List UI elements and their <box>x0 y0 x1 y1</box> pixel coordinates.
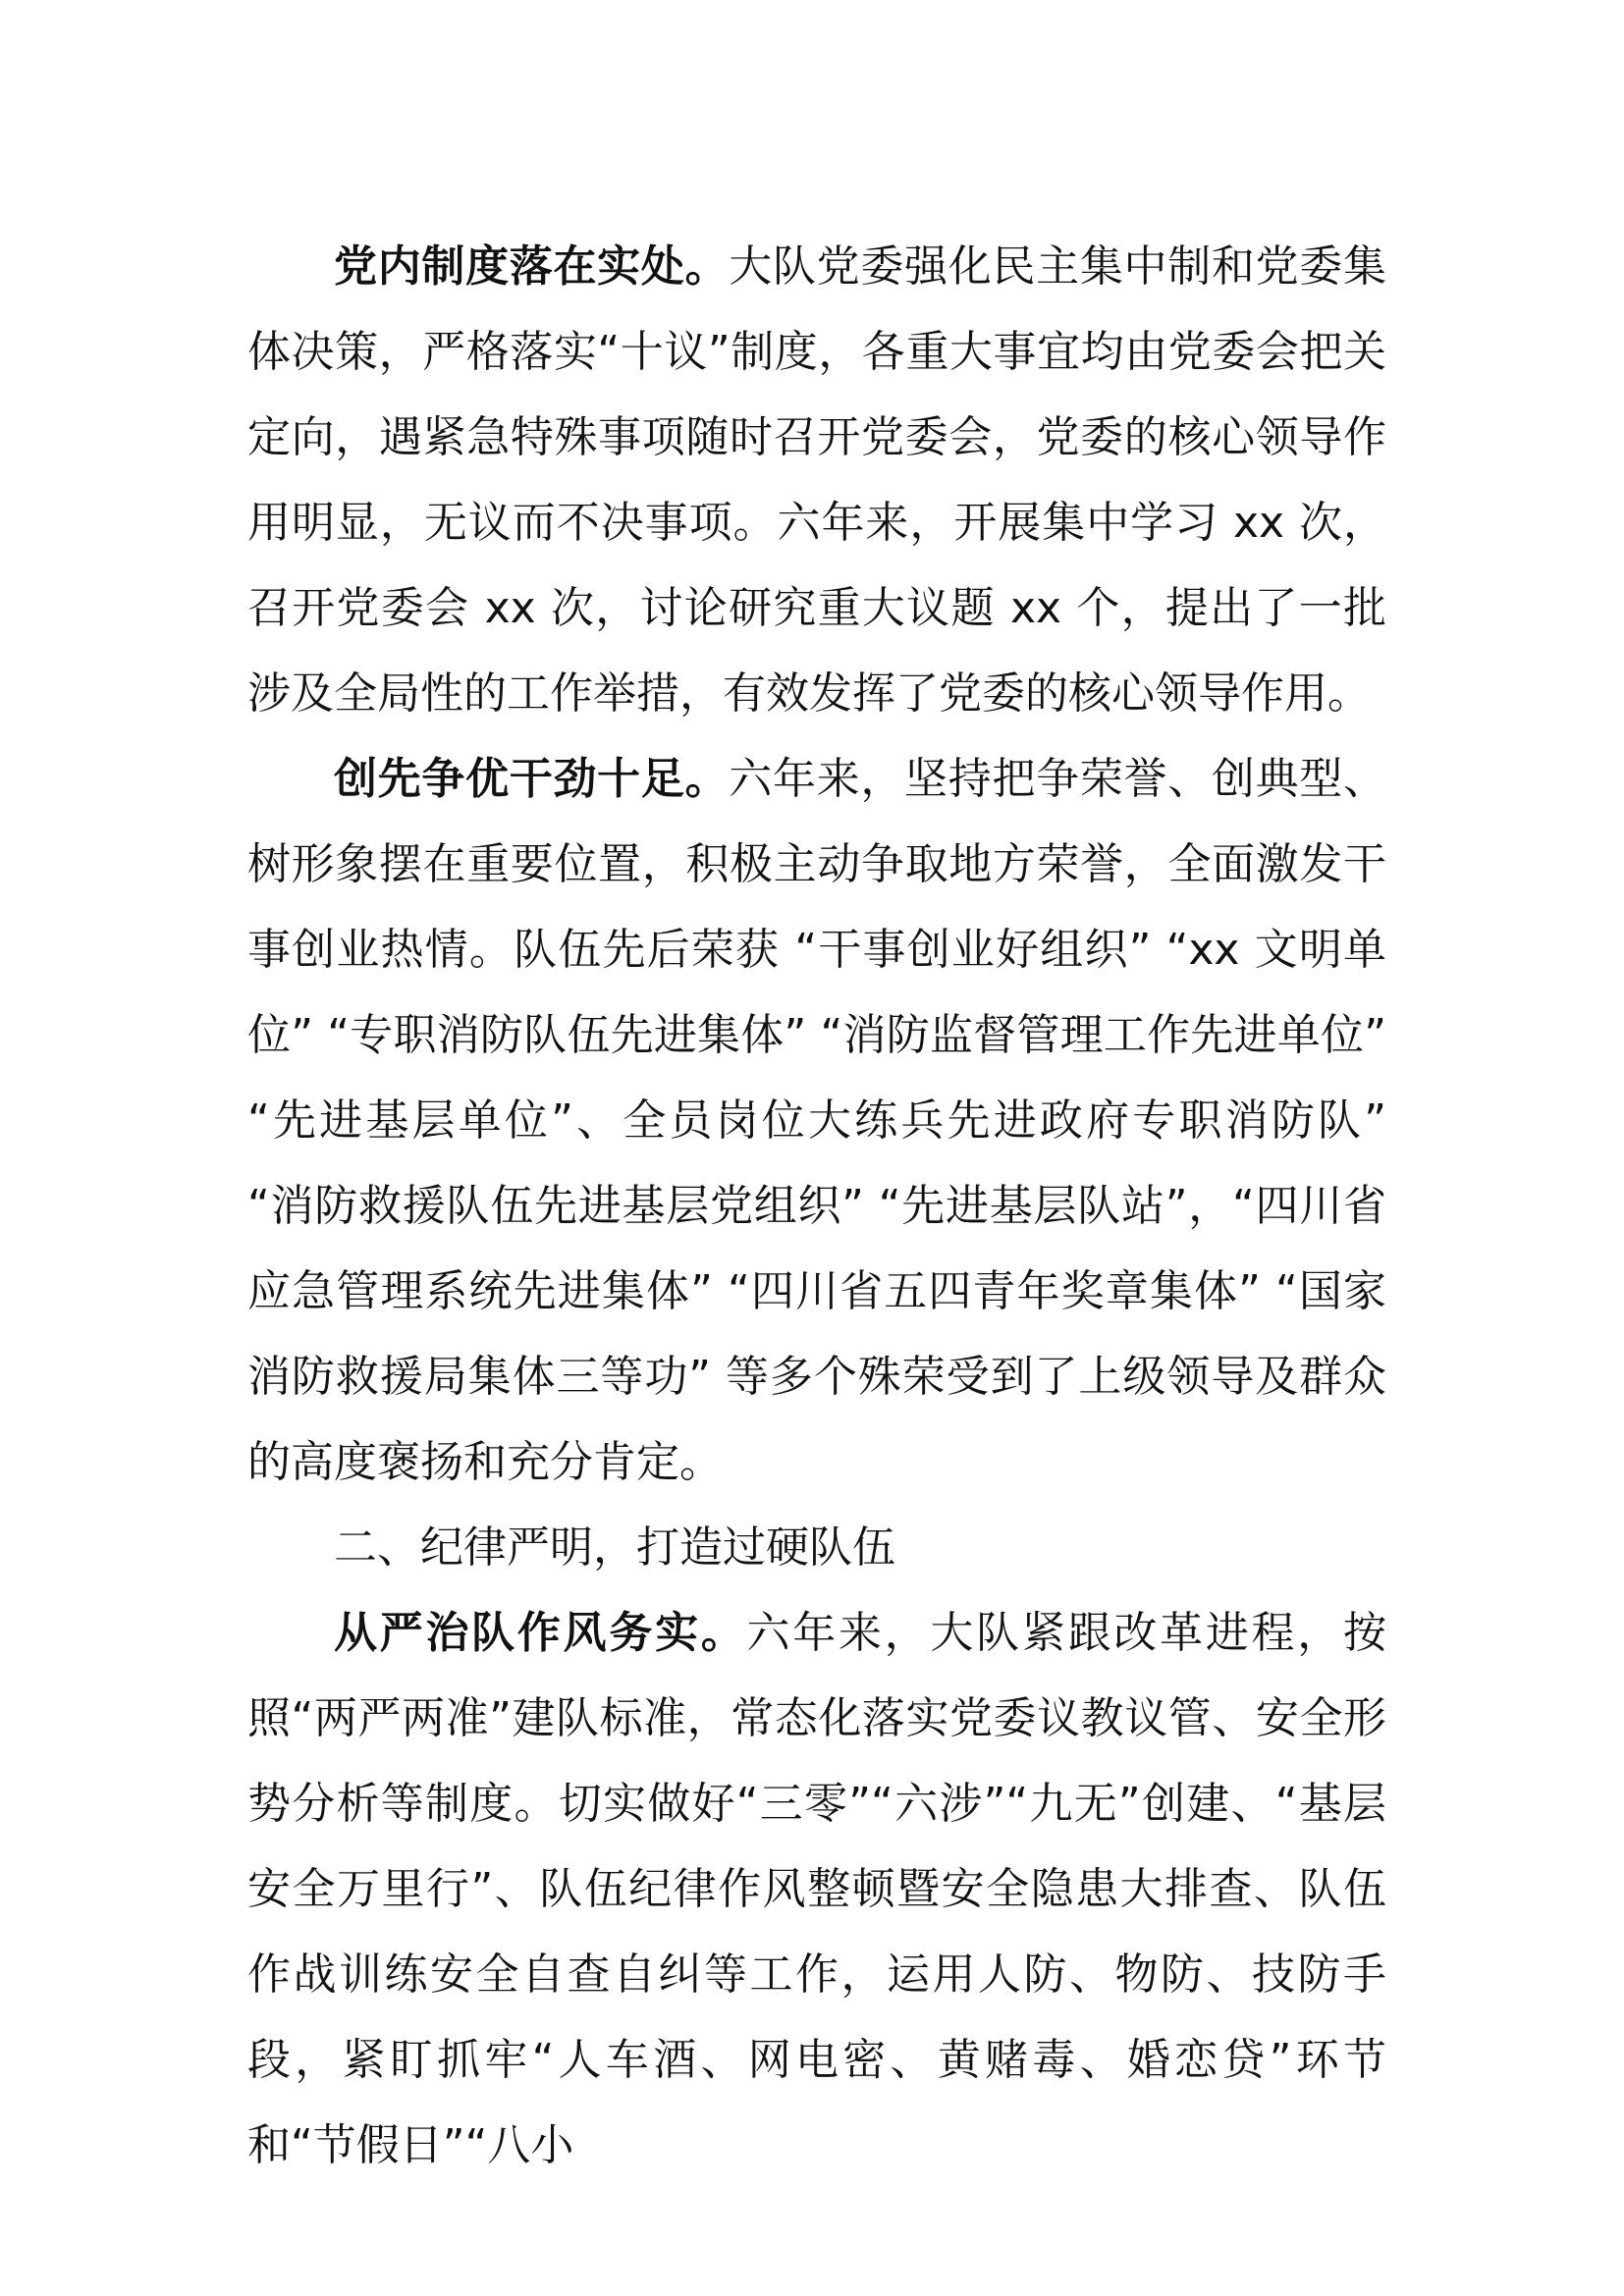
paragraph-strict-management <box>247 1590 1386 2188</box>
paragraph-body: 六年来，大队紧跟改革进程，按照“两严两准”建队标准，常态化落实党委议教议管、安全形势分析等制度。切实做好“三零”“六涉”“九无”创建、“基层安全万里行”、队伍纪律作风整顿暨安全隐患大排查、队伍作战训练安全自查自纠等工作，运用人防、物防、技防手段，紧盯抓牢“人车酒、网电密、黄赌毒、婚恋贷”环节和“节假日”“八小 <box>247 1608 1387 2170</box>
paragraph-body: 六年来，坚持把争荣誉、创典型、树形象摆在重要位置，积极主动争取地方荣誉，全面激发干事创业热情。队伍先后荣获 “干事创业好组织” “xx 文明单位” “专职消防队伍先进集体” “消防监督管理工作先进单位” “先进基层单位”、全员岗位大练兵先进政府专职消防队” “消防救援队伍先进基层党组织” “先进基层队站”，“四川省应急管理系统先进集体” “四川省五四青年奖章集体” “国家消防救援局集体三等功” 等多个殊荣受到了上级领导及群众的高度褒扬和充分肯定。 <box>247 754 1387 1487</box>
paragraph-party-system <box>247 224 1386 736</box>
section-heading-discipline <box>247 1505 1386 1590</box>
paragraph-excellence <box>247 736 1386 1505</box>
paragraph-heading: 党内制度落在实处。 <box>334 241 730 292</box>
paragraph-body: 大队党委强化民主集中制和党委集体决策，严格落实“十议”制度，各重大事宜均由党委会把关定向，遇紧急特殊事项随时召开党委会，党委的核心领导作用明显，无议而不决事项。六年来，开展集中学习 xx 次，召开党委会 xx 次，讨论研究重大议题 xx 个，提出了一批涉及全局性的工作举措，有效发挥了党委的核心领导作用。 <box>247 241 1387 719</box>
document-page <box>247 224 1386 2188</box>
paragraph-heading: 创先争优干劲十足。 <box>334 754 730 804</box>
paragraph-heading: 从严治队作风务实。 <box>334 1608 747 1658</box>
section-heading-text: 二、纪律严明，打造过硬队伍 <box>334 1522 895 1573</box>
